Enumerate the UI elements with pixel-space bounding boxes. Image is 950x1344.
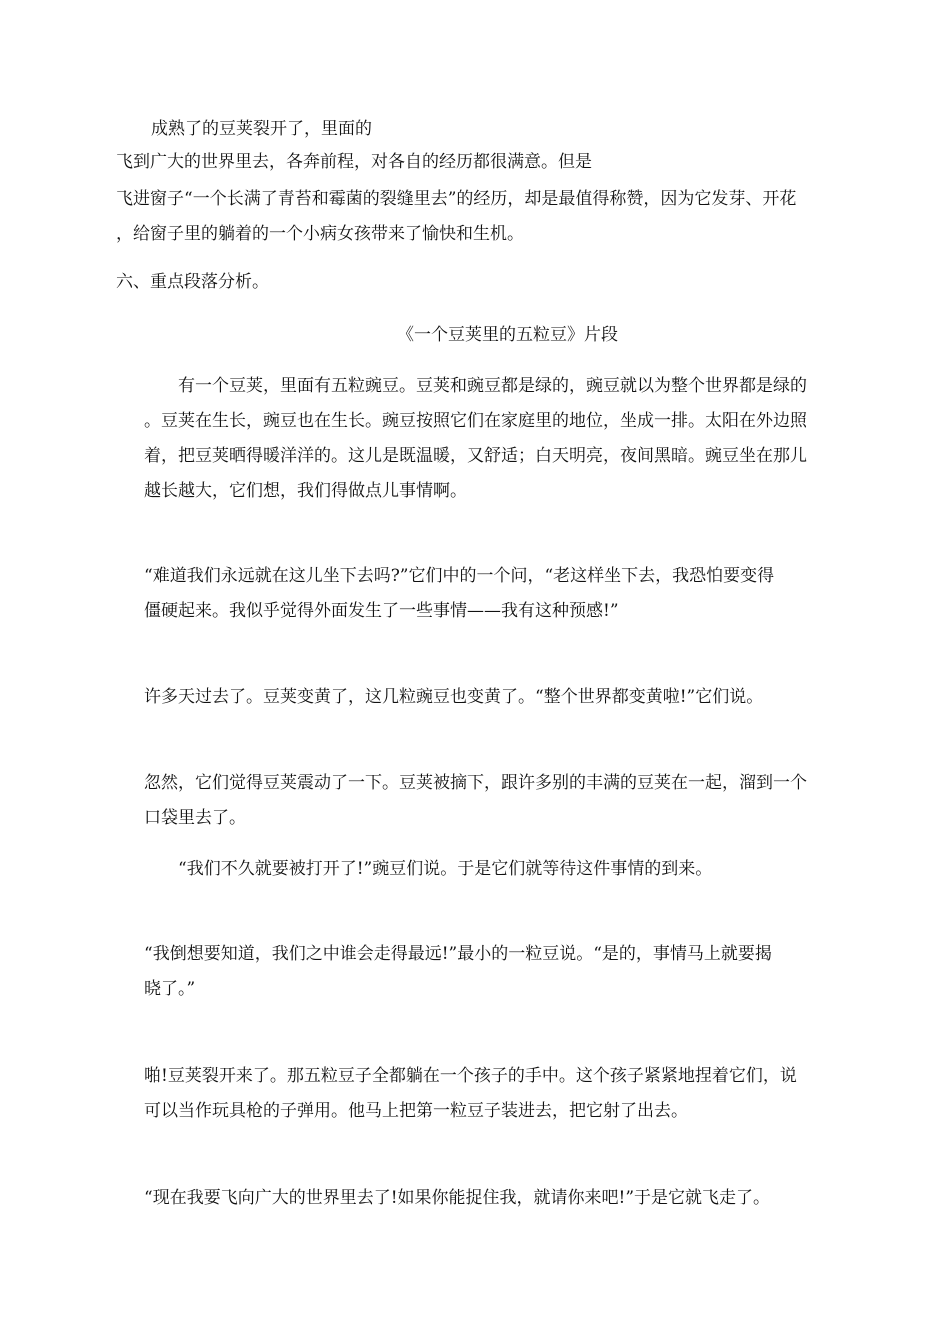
paragraph-line: “我们不久就要被打开了!”豌豆们说。于是它们就等待这件事情的到来。 (178, 859, 713, 879)
paragraph-line: 越长越大，它们想，我们得做点儿事情啊。 (144, 481, 467, 501)
summary-line: ，给窗子里的躺着的一个小病女孩带来了愉快和生机。 (116, 224, 524, 244)
excerpt-title: 《一个豆荚里的五粒豆》片段 (397, 325, 618, 345)
paragraph-line: 僵硬起来。我似乎觉得外面发生了一些事情——我有这种预感!” (144, 601, 619, 621)
paragraph-line: “现在我要飞向广大的世界里去了!如果你能捉住我，就请你来吧!”于是它就飞走了。 (144, 1188, 771, 1208)
paragraph-line: “难道我们永远就在这儿坐下去吗?”它们中的一个问，“老这样坐下去，我恐怕要变得 (144, 566, 775, 586)
summary-line: 飞进窗子“一个长满了青苔和霉菌的裂缝里去”的经历，却是最值得称赞，因为它发芽、开花 (116, 189, 797, 209)
paragraph-line: 晓了。” (144, 979, 196, 999)
paragraph-line: 可以当作玩具枪的子弹用。他马上把第一粒豆子装进去，把它射了出去。 (144, 1101, 688, 1121)
paragraph-line: “我倒想要知道，我们之中谁会走得最远!”最小的一粒豆说。“是的，事情马上就要揭 (144, 944, 772, 964)
paragraph-line: 许多天过去了。豆荚变黄了，这几粒豌豆也变黄了。“整个世界都变黄啦!”它们说。 (144, 687, 764, 707)
paragraph-line: 忽然，它们觉得豆荚震动了一下。豆荚被摘下，跟许多别的丰满的豆荚在一起，溜到一个 (144, 773, 807, 793)
paragraph-line: 口袋里去了。 (144, 808, 246, 828)
summary-line: 飞到广大的世界里去，各奔前程，对各自的经历都很满意。但是 (116, 152, 592, 172)
paragraph-line: 。豆荚在生长，豌豆也在生长。豌豆按照它们在家庭里的地位，坐成一排。太阳在外边照 (144, 411, 807, 431)
section-heading: 六、重点段落分析。 (116, 272, 269, 292)
summary-line: 成熟了的豆荚裂开了，里面的 (151, 119, 372, 139)
paragraph-line: 啪!豆荚裂开来了。那五粒豆子全都躺在一个孩子的手中。这个孩子紧紧地捏着它们，说 (144, 1066, 797, 1086)
paragraph-line: 着，把豆荚晒得暖洋洋的。这儿是既温暖，又舒适；白天明亮，夜间黑暗。豌豆坐在那儿 (144, 446, 807, 466)
paragraph-line: 有一个豆荚，里面有五粒豌豆。豆荚和豌豆都是绿的，豌豆就以为整个世界都是绿的 (178, 376, 807, 396)
